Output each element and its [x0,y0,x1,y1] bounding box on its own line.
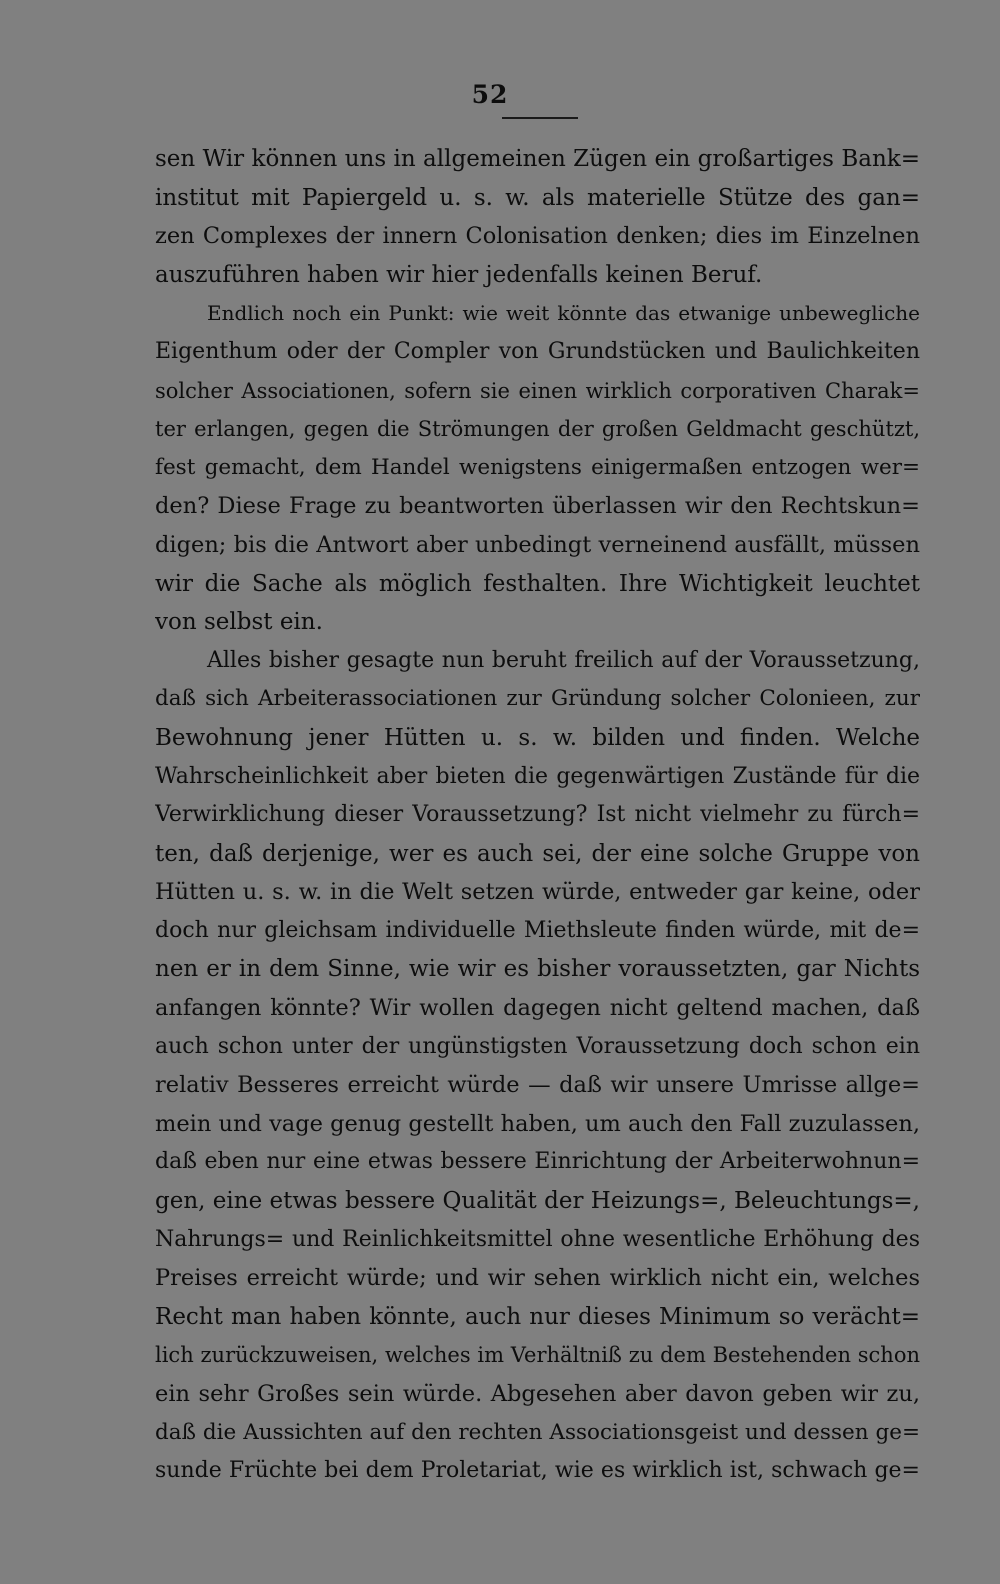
text-line: Nahrungs= und Reinlichkeitsmittel ohne wesentliche Erhöhung des [155,1226,920,1252]
text-line: von selbst ein. [155,609,323,636]
text-line: Alles bisher gesagte nun beruht freilich auf der Voraussetzung, [207,647,920,673]
text-line: anfangen könnte? Wir wollen dagegen nicht geltend machen, daß [155,995,920,1022]
text-line: relativ Besseres erreicht würde — daß wir unsere Umrisse allge= [155,1072,920,1099]
page-number: 52 [471,80,509,109]
text-line: ter erlangen, gegen die Strömungen der großen Geldmacht geschützt, [155,417,920,442]
text-line: sunde Früchte bei dem Proletariat, wie es wirklich ist, schwach ge= [155,1458,920,1484]
text-line: daß die Aussichten auf den rechten Associationsgeist und dessen ge= [155,1419,920,1445]
text-line: daß sich Arbeiterassociationen zur Gründung solcher Colonieen, zur [155,686,920,712]
text-line: Eigenthum oder der Compler von Grundstücken und Baulichkeiten [155,338,920,364]
text-line: digen; bis die Antwort aber unbedingt verneinend ausfällt, müssen [155,531,920,558]
text-line: Endlich noch ein Punkt: wie weit könnte das etwanige unbewegliche [207,301,920,326]
text-line: Wahrscheinlichkeit aber bieten die gegenwärtigen Zustände für die [155,763,920,789]
text-line: sen Wir können uns in allgemeinen Zügen ein großartiges Bank= [155,146,920,172]
header-rule [502,117,578,119]
text-line: mein und vage genug gestellt haben, um auch den Fall zuzulassen, [155,1110,920,1137]
text-line: fest gemacht, dem Handel wenigstens einigermaßen entzogen wer= [155,454,920,480]
text-line: Bewohnung jener Hütten u. s. w. bilden und finden. Welche [155,724,920,751]
text-line: gen, eine etwas bessere Qualität der Heizungs=, Beleuchtungs=, [155,1188,920,1215]
text-line: doch nur gleichsam individuelle Miethsleute finden würde, mit de= [155,917,920,943]
text-line: nen er in dem Sinne, wie wir es bisher voraussetzten, gar Nichts [155,956,920,983]
text-line: den? Diese Frage zu beantworten überlassen wir den Rechtskun= [155,493,920,520]
text-line: Recht man haben könnte, auch nur dieses Minimum so verächt= [155,1303,920,1330]
text-line: auch schon unter der ungünstigsten Voraussetzung doch schon ein [155,1033,920,1059]
text-line: zen Complexes der innern Colonisation denken; dies im Einzelnen [155,223,920,250]
text-line: Verwirklichung dieser Voraussetzung? Ist nicht vielmehr zu fürch= [155,802,920,828]
text-line: wir die Sache als möglich festhalten. Ihre Wichtigkeit leuchtet [155,570,920,597]
text-line: auszuführen haben wir hier jedenfalls keinen Beruf. [155,261,763,288]
text-line: solcher Associationen, sofern sie einen wirklich corporativen Charak= [155,378,920,403]
body-text [155,140,920,1491]
text-line: institut mit Papiergeld u. s. w. als materielle Stütze des gan= [155,184,920,211]
text-line: daß eben nur eine etwas bessere Einrichtung der Arbeiterwohnun= [155,1149,920,1175]
text-line: ein sehr Großes sein würde. Abgesehen aber davon geben wir zu, [155,1381,920,1407]
text-line: lich zurückzuweisen, welches im Verhältniß zu dem Bestehenden schon [155,1343,920,1368]
text-line: Preises erreicht würde; und wir sehen wirklich nicht ein, welches [155,1265,920,1292]
text-line: ten, daß derjenige, wer es auch sei, der eine solche Gruppe von [155,840,920,867]
text-line: Hütten u. s. w. in die Welt setzen würde, entweder gar keine, oder [155,879,920,906]
